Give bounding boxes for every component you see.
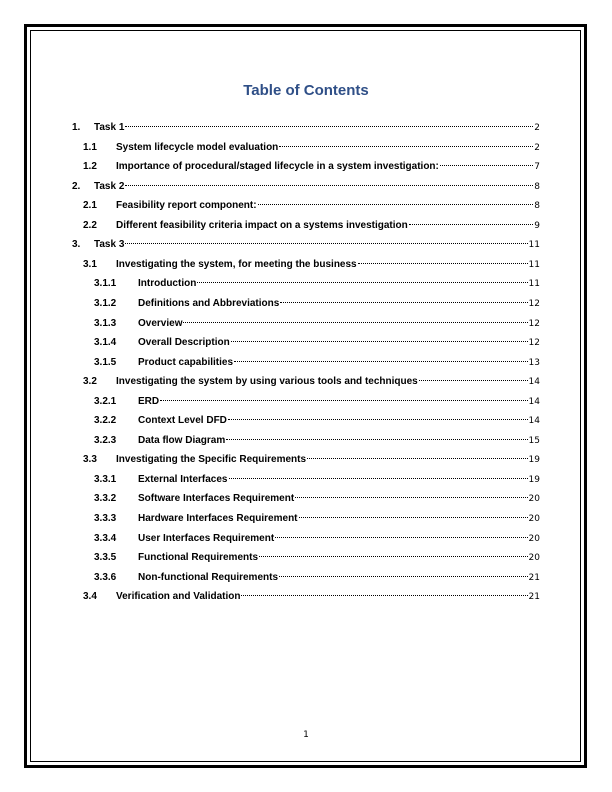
toc-entry-number: 1.1 [83, 141, 97, 153]
toc-entry-page: 12 [528, 298, 540, 309]
toc-entry[interactable] [94, 512, 540, 526]
toc-dot-leader [234, 361, 528, 362]
toc-entry-number: 1. [72, 122, 81, 133]
toc-entry-number: 3.3.2 [94, 493, 117, 505]
toc-entry-number: 3.3 [83, 454, 97, 466]
toc-entry-title: External Interfaces [138, 473, 228, 485]
toc-dot-leader [409, 224, 534, 225]
toc-dot-leader [231, 341, 528, 342]
toc-entry[interactable] [94, 317, 540, 331]
toc-entry-title: Software Interfaces Requirement [138, 493, 295, 505]
toc-entry-title: User Interfaces Requirement [138, 532, 275, 544]
toc-entry-page: 12 [528, 318, 540, 329]
toc-entry-page: 9 [534, 220, 540, 231]
toc-dot-leader [279, 146, 533, 147]
toc-entry[interactable] [94, 297, 540, 311]
toc-dot-leader [229, 478, 528, 479]
toc-dot-leader [125, 126, 533, 127]
toc-dot-leader [197, 282, 527, 283]
toc-dot-leader [307, 458, 528, 459]
toc-entry-title: Different feasibility criteria impact on a systems investigation [116, 219, 408, 231]
toc-entry-number: 3.1.3 [94, 317, 117, 329]
toc-entry[interactable] [83, 375, 540, 389]
toc-entry[interactable] [94, 571, 540, 585]
toc-entry-number: 3.2.2 [94, 415, 117, 427]
toc-dot-leader [241, 595, 527, 596]
toc-entry-title: Investigating the Specific Requirements [116, 454, 307, 466]
toc-dot-leader [258, 204, 534, 205]
toc-entry-number: 2.1 [83, 200, 97, 212]
toc-entry-page: 11 [528, 259, 540, 270]
toc-dot-leader [295, 497, 527, 498]
toc-dot-leader [299, 517, 528, 518]
toc-title: Table of Contents [243, 82, 369, 99]
toc-entry[interactable] [94, 551, 540, 565]
toc-dot-leader [125, 185, 533, 186]
toc-entry-page: 21 [528, 572, 540, 583]
toc-dot-leader [160, 400, 527, 401]
toc-entry-page: 20 [528, 553, 540, 564]
toc-entry[interactable] [94, 414, 540, 428]
toc-entry-title: Task 1 [94, 122, 125, 133]
toc-entry[interactable] [94, 473, 540, 487]
toc-entry-page: 8 [534, 181, 540, 192]
page-number: 1 [303, 730, 309, 740]
toc-entry[interactable] [83, 219, 540, 233]
toc-entry-title: Product capabilities [138, 356, 234, 368]
toc-entry-number: 2. [72, 180, 81, 192]
toc-entry-number: 3.4 [83, 591, 97, 603]
toc-entry[interactable] [94, 395, 540, 409]
toc-dot-leader [280, 302, 527, 303]
toc-entry-number: 2.2 [83, 219, 97, 231]
toc-entry[interactable] [94, 492, 540, 506]
toc-entry-number: 3.1.5 [94, 356, 117, 368]
toc-entry[interactable] [94, 434, 540, 448]
toc-entry[interactable] [83, 141, 540, 155]
toc-entry-page: 2 [534, 123, 540, 133]
toc-entry-title: Context Level DFD [138, 415, 227, 427]
toc-entry-number: 3.2 [83, 376, 97, 388]
toc-dot-leader [440, 165, 533, 166]
toc-dot-leader [358, 263, 528, 264]
toc-entry-page: 12 [528, 338, 540, 349]
toc-entry-title: System lifecycle model evaluation [116, 141, 279, 153]
toc-entry[interactable] [83, 199, 540, 213]
toc-entry[interactable] [94, 277, 540, 291]
toc-dot-leader [228, 419, 528, 420]
toc-entry-page: 8 [534, 201, 540, 212]
toc-entry-number: 3.2.3 [94, 434, 117, 446]
toc-entry-page: 20 [528, 533, 540, 544]
toc-entry-number: 3.2.1 [94, 395, 117, 407]
toc-entry-page: 19 [528, 474, 540, 485]
toc-entry-number: 3.3.5 [94, 552, 117, 564]
toc-entry-title: Importance of procedural/staged lifecycle in a system investigation: [116, 161, 439, 173]
toc-entry-title: Task 2 [94, 180, 125, 192]
toc-entry-number: 3.3.1 [94, 473, 117, 485]
toc-dot-leader [183, 322, 527, 323]
toc-entry-page: 2 [534, 142, 540, 153]
toc-entry-title: Investigating the system, for meeting the business [116, 258, 357, 270]
toc-dot-leader [226, 439, 527, 440]
toc-entry-title: Non-functional Requirements [138, 571, 279, 583]
toc-entry-number: 3.3.4 [94, 532, 117, 544]
toc-entry-page: 7 [534, 162, 540, 173]
toc-entry[interactable] [94, 356, 540, 370]
toc-entry-number: 1.2 [83, 161, 97, 173]
toc-entry-title: Overall Description [138, 337, 230, 349]
toc-entry[interactable] [94, 336, 540, 350]
toc-entry-page: 11 [528, 279, 540, 290]
toc-entry-title: Data flow Diagram [138, 434, 226, 446]
toc-dot-leader [419, 380, 528, 381]
toc-entry-number: 3.1.1 [94, 278, 117, 290]
toc-entry-page: 20 [528, 514, 540, 524]
toc-entry-page: 15 [528, 435, 540, 446]
toc-entry-title: Verification and Validation [116, 591, 241, 603]
toc-entry-title: ERD [138, 395, 160, 407]
toc-entry-number: 3.1.2 [94, 297, 117, 309]
toc-entry-page: 13 [528, 357, 540, 368]
toc-entry[interactable] [83, 258, 540, 272]
toc-entry-page: 14 [528, 396, 540, 407]
toc-entry-page: 19 [528, 455, 540, 466]
toc-entry-page: 14 [528, 377, 540, 388]
toc-entry[interactable] [83, 590, 540, 604]
toc-dot-leader [279, 576, 528, 577]
toc-entry[interactable] [83, 160, 540, 174]
toc-entry-number: 3.1 [83, 258, 97, 270]
toc-entry[interactable] [83, 453, 540, 467]
toc-dot-leader [259, 556, 528, 557]
toc-entry-title: Definitions and Abbreviations [138, 297, 280, 309]
toc-entry-page: 14 [528, 416, 540, 427]
toc-entry-title: Functional Requirements [138, 552, 259, 564]
toc-entry[interactable] [72, 238, 540, 252]
toc-entry-title: Introduction [138, 278, 197, 290]
toc-entry-page: 11 [528, 240, 540, 251]
toc-entry-number: 3.3.6 [94, 571, 117, 583]
toc-entry-page: 20 [528, 494, 540, 505]
toc-entry[interactable] [72, 180, 540, 194]
toc-entry-page: 21 [528, 592, 540, 603]
toc-entry-title: Feasibility report component: [116, 200, 257, 212]
toc-entry-title: Hardware Interfaces Requirement [138, 513, 298, 524]
toc-entry-number: 3. [72, 239, 81, 251]
toc-entry-title: Overview [138, 317, 183, 329]
toc-entry-number: 3.3.3 [94, 513, 117, 524]
toc-entry[interactable] [72, 121, 540, 135]
toc-entry-title: Investigating the system by using various tools and techniques [116, 376, 418, 388]
toc-dot-leader [275, 537, 527, 538]
toc-entry-title: Task 3 [94, 239, 125, 251]
toc-entry-number: 3.1.4 [94, 337, 117, 349]
toc-dot-leader [125, 243, 527, 244]
toc-entry[interactable] [94, 532, 540, 546]
